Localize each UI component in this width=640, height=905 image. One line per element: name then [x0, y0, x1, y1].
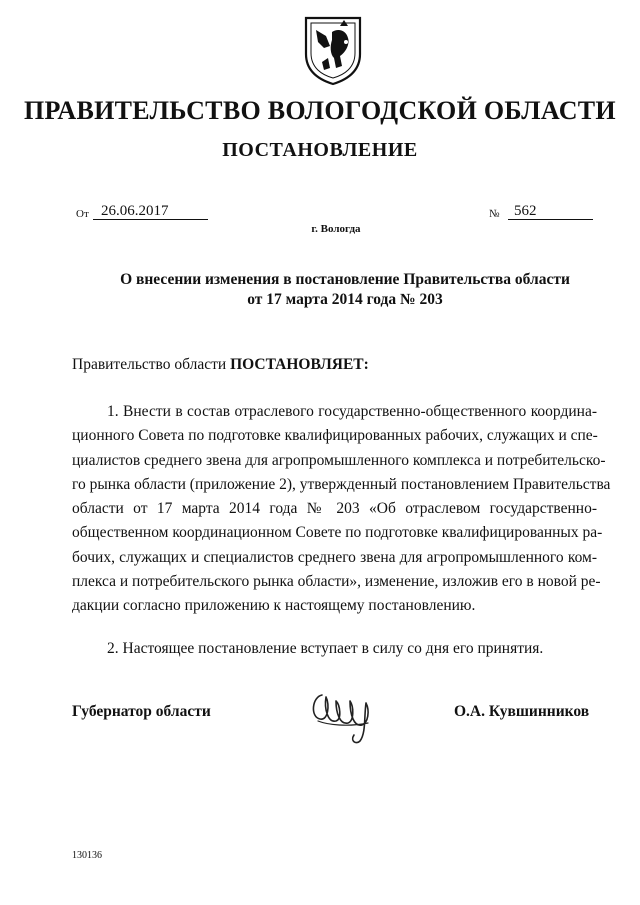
paragraph-line: бочих, служащих и специалистов среднего звена для агропромышленного ком-: [72, 548, 597, 566]
handwritten-signature: [308, 683, 380, 745]
paragraph-line: плекса и потребительского рынка области», изменение, изложив его в новой ре-: [72, 573, 601, 591]
coat-of-arms-emblem: [302, 14, 364, 86]
city-label: г. Вологда: [311, 223, 361, 235]
paragraph-1: [72, 400, 611, 619]
paragraph-line: ционного Совета по подготовке квалифицированных рабочих, служащих и спе-: [72, 427, 598, 445]
paragraph-2-text: 2. Настоящее постановление вступает в силу со дня его принятия.: [107, 640, 544, 657]
signer-name: О.А. Кувшинников: [454, 703, 590, 720]
paragraph-line: области от 17 марта 2014 года № 203 «Об отраслевом государственно-: [72, 500, 597, 518]
date-value: 26.06.2017: [93, 203, 208, 220]
preamble-emphasis: ПОСТАНОВЛЯЕТ:: [230, 356, 369, 373]
paragraph-line: го рынка области (приложение 2), утвержденный постановлением Правительства: [72, 475, 611, 493]
paragraph-line: дакции согласно приложению к настоящему постановлению.: [72, 597, 476, 615]
date-label: От: [76, 208, 89, 220]
subject-line-1: О внесении изменения в постановление Правительства области: [120, 271, 570, 288]
subject-line-2: от 17 марта 2014 года № 203: [247, 291, 443, 308]
organization-title: ПРАВИТЕЛЬСТВО ВОЛОГОДСКОЙ ОБЛАСТИ: [24, 96, 616, 125]
document-code: 130136: [72, 850, 102, 861]
signer-position: Губернатор области: [72, 703, 211, 720]
number-label: №: [489, 208, 500, 220]
document-subject: [40, 270, 640, 310]
document-number: 562: [508, 203, 593, 220]
paragraph-line: общественном координационном Совете по подготовке квалифицированных ра-: [72, 524, 603, 542]
paragraph-line: 1. Внести в состав отраслевого государственно-общественного координа-: [107, 403, 597, 420]
document-type: ПОСТАНОВЛЕНИЕ: [222, 139, 418, 161]
paragraph-2: [72, 637, 597, 661]
preamble: [72, 356, 369, 374]
paragraph-line: циалистов среднего звена для агропромышленного комплекса и потребительско-: [72, 451, 606, 469]
preamble-text: Правительство области: [72, 356, 231, 373]
